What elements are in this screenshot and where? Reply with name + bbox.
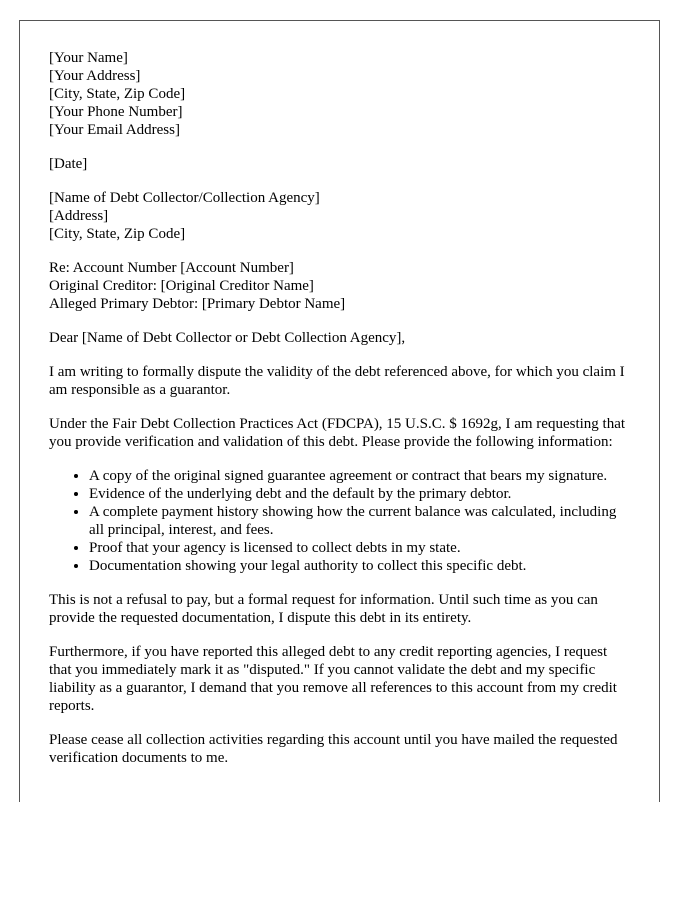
sender-block [49, 49, 629, 139]
date-block [49, 155, 629, 173]
recipient-city-state-zip: [City, State, Zip Code] [49, 226, 186, 242]
sender-address: [Your Address] [49, 68, 141, 84]
salutation: Dear [Name of Debt Collector or Debt Collection Agency], [49, 330, 406, 346]
requested-items-list [49, 467, 629, 575]
paragraph-not-refusal: This is not a refusal to pay, but a formal request for information. Until such time as you can provide the requested documentation, I dispute this debt in its entirety. [49, 592, 598, 626]
letter-page [19, 20, 660, 802]
reference-debtor: Alleged Primary Debtor: [Primary Debtor Name] [49, 296, 346, 312]
recipient-block [49, 189, 629, 243]
list-item: • Evidence of the underlying debt and the default by the primary debtor. [89, 485, 629, 503]
paragraph-request: Under the Fair Debt Collection Practices Act (FDCPA), 15 U.S.C. $ 1692g, I am requesting that you provide verification and validation of this debt. Please provide the following information: [49, 416, 626, 450]
list-item: • Documentation showing your legal authority to collect this specific debt. [89, 557, 629, 575]
letter-content [49, 49, 629, 783]
sender-email: [Your Email Address] [49, 122, 180, 138]
list-item: • A copy of the original signed guarantee agreement or contract that bears my signature. [89, 467, 629, 485]
sender-name: [Your Name] [49, 50, 128, 66]
recipient-address: [Address] [49, 208, 109, 224]
reference-block [49, 259, 629, 313]
paragraph-credit-reporting: Furthermore, if you have reported this alleged debt to any credit reporting agencies, I request that you immediately mark it as "disputed." If you cannot validate the debt and my specific liability as a guarantor, I demand that you remove all references to this account from my credit reports. [49, 644, 617, 714]
reference-creditor: Original Creditor: [Original Creditor Name] [49, 278, 314, 294]
paragraph-cease: Please cease all collection activities regarding this account until you have mailed the requested verification documents to me. [49, 732, 618, 766]
recipient-name: [Name of Debt Collector/Collection Agency] [49, 190, 320, 206]
reference-account: Re: Account Number [Account Number] [49, 260, 294, 276]
sender-city-state-zip: [City, State, Zip Code] [49, 86, 186, 102]
paragraph-intro: I am writing to formally dispute the validity of the debt referenced above, for which you claim I am responsible as a guarantor. [49, 364, 625, 398]
sender-phone: [Your Phone Number] [49, 104, 183, 120]
list-item: • A complete payment history showing how the current balance was calculated, including all principal, interest, and fees. [89, 503, 629, 539]
list-item: • Proof that your agency is licensed to collect debts in my state. [89, 539, 629, 557]
letter-date: [Date] [49, 156, 88, 172]
